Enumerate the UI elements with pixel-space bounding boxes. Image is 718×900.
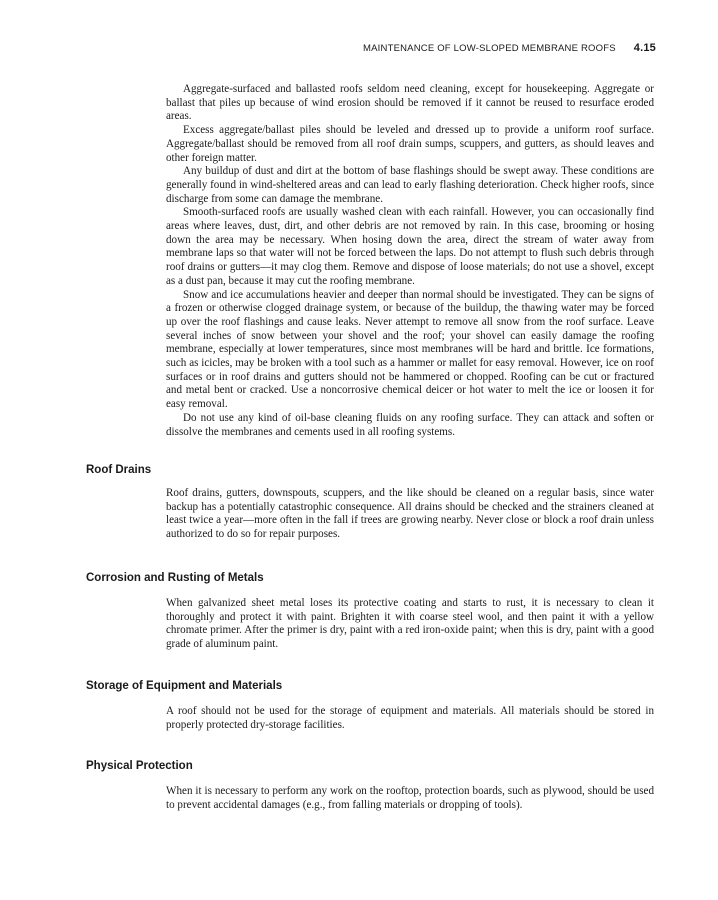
- paragraph-snow-ice: Snow and ice accumulations heavier and deeper than normal should be investigated. They can be signs of a frozen or otherwise clogged drainage system, or because of the buildup, the thawing water may be forced up over the roof flashings and cause leaks. Never attempt to remove all snow from the roof surface. Leave several inches of snow between your shovel and the roof; your shovel can easily damage the roofing membrane, especially at lower temperatures, since most membranes will be hard and brittle. Ice formations, such as icicles, may be broken with a tool such as a hammer or mallet for easy removal. However, ice on roof surfaces or in roof drains and gutters should not be hammered or chopped. Roofing can be cut or fractured and metal bent or cracked. Use a noncorrosive chemical deicer or hot water to melt the ice or loosen it for easy removal.: [166, 288, 654, 411]
- section-text-physical-protection: [166, 785, 654, 812]
- section-text-storage: [166, 705, 654, 732]
- section-heading-physical-protection: Physical Protection: [86, 760, 193, 772]
- paragraph-storage: A roof should not be used for the storage of equipment and materials. All materials should be stored in properly protected dry-storage facilities.: [166, 705, 654, 731]
- running-title: MAINTENANCE OF LOW-SLOPED MEMBRANE ROOFS: [363, 43, 616, 54]
- section-heading-storage: Storage of Equipment and Materials: [86, 680, 283, 692]
- section-text-corrosion: [166, 597, 654, 652]
- paragraph-aggregate-surfaced: Aggregate-surfaced and ballasted roofs seldom need cleaning, except for housekeeping. Aggregate or ballast that piles up because of wind erosion should be removed if it cannot be reused to resurface eroded areas.: [166, 83, 654, 123]
- section-heading-corrosion: Corrosion and Rusting of Metals: [86, 572, 264, 584]
- paragraph-oil-base-fluids: Do not use any kind of oil-base cleaning fluids on any roofing surface. They can attack and soften or dissolve the membranes and cements used in all roofing systems.: [166, 411, 654, 438]
- paragraph-smooth-surfaced: Smooth-surfaced roofs are usually washed clean with each rainfall. However, you can occasionally find areas where leaves, dust, dirt, and other debris are not removed by rain. In this case, brooming or hosing down the area may be necessary. When hosing down the area, direct the stream of water away from membrane laps so that water will not be forced between the laps. Do not attempt to flush such debris through roof drains or gutters—it may clog them. Remove and dispose of loose materials; do not use a shovel, except as a dust pan, because it may cut the roofing membrane.: [166, 206, 654, 287]
- paragraph-physical-protection: When it is necessary to perform any work on the rooftop, protection boards, such as plywood, should be used to prevent accidental damages (e.g., from falling materials or dropping of tools).: [166, 785, 654, 811]
- section-heading-roof-drains: Roof Drains: [86, 464, 152, 476]
- running-header: [363, 42, 656, 54]
- intro-text-block: [166, 83, 654, 439]
- section-text-roof-drains: [166, 487, 654, 542]
- paragraph-excess-aggregate: Excess aggregate/ballast piles should be leveled and dressed up to provide a uniform roof surface. Aggregate/ballast should be removed from all roof drain sumps, scuppers, and gutters, as should leaves and other foreign matter.: [166, 124, 654, 164]
- paragraph-dust-buildup: Any buildup of dust and dirt at the bottom of base flashings should be swept away. These conditions are generally found in wind-sheltered areas and can lead to early flashing deterioration. Check higher roofs, since discharge from some can damage the membrane.: [166, 165, 654, 205]
- paragraph-roof-drains: Roof drains, gutters, downspouts, scuppers, and the like should be cleaned on a regular basis, since water backup has a potentially catastrophic consequence. All drains should be checked and the strainers cleaned at least twice a year—more often in the fall if trees are growing nearby. Never close or block a roof drain unless authorized to do so for repair purposes.: [166, 487, 654, 541]
- page-number: 4.15: [633, 42, 656, 54]
- paragraph-corrosion: When galvanized sheet metal loses its protective coating and starts to rust, it is necessary to clean it thoroughly and protect it with paint. Brighten it with coarse steel wool, and then paint it with a yellow chromate primer. After the primer is dry, paint with a red iron-oxide paint; when this is dry, paint with a good grade of aluminum paint.: [166, 597, 654, 651]
